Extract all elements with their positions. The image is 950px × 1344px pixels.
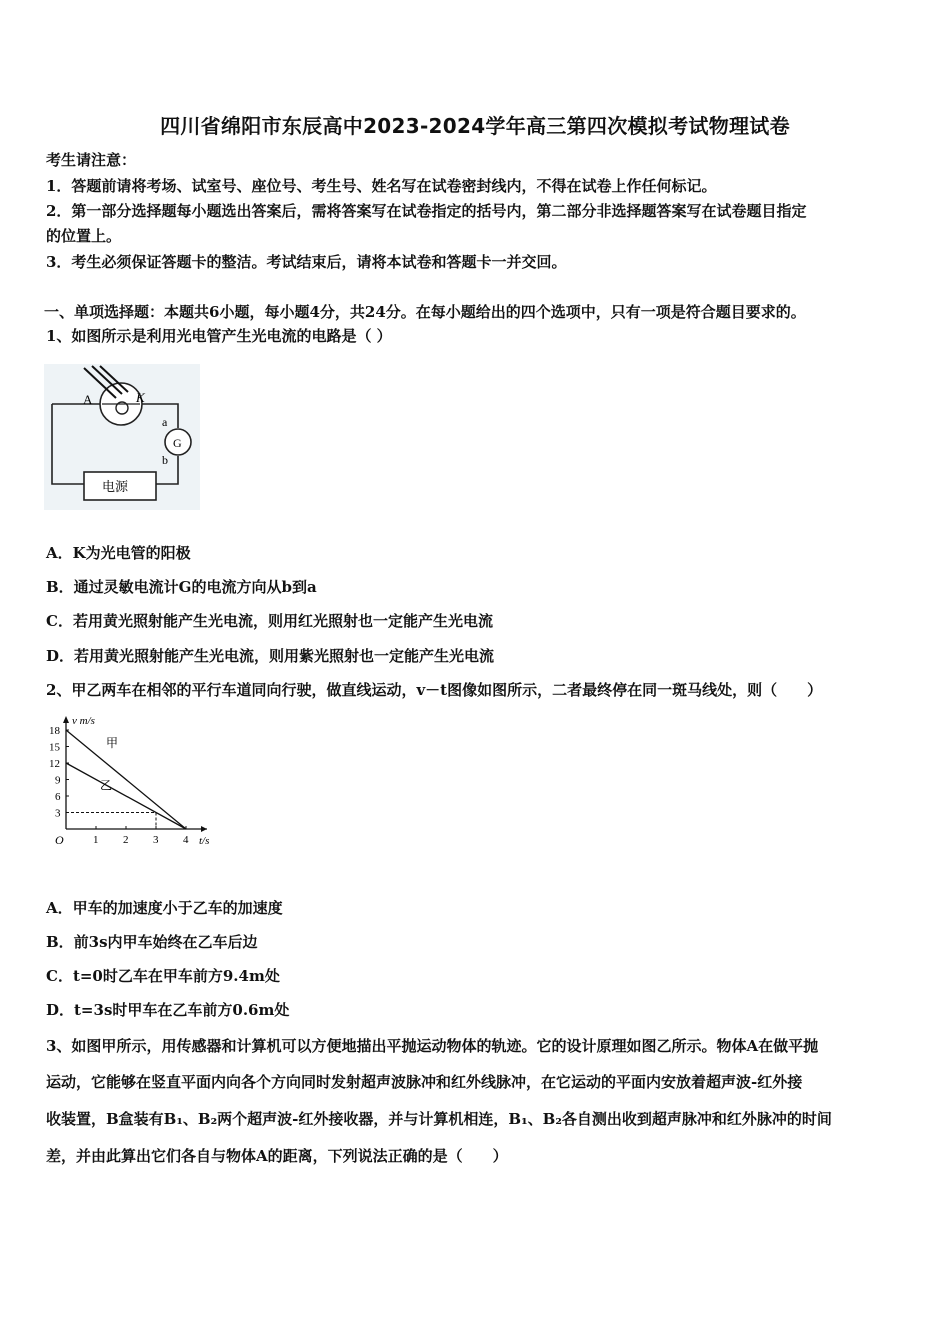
y-tick-label: 3 xyxy=(55,807,61,820)
y-tick-label: 18 xyxy=(49,725,60,737)
q3-line-3: 收装置，B盒装有B₁、B₂两个超声波-红外接收器，并与计算机相连，B₁、B₂各自测出收到超声脉冲和红外脉冲的时间 xyxy=(46,1110,832,1128)
x-tick-label: 2 xyxy=(123,834,129,846)
q3-line-4: 差，并由此算出它们各自与物体A的距离，下列说法正确的是（ ） xyxy=(46,1147,508,1165)
label-b: b xyxy=(162,453,168,467)
label-G: G xyxy=(173,436,182,450)
series-label: 乙 xyxy=(100,778,113,793)
series-label: 甲 xyxy=(106,735,119,750)
notice-heading: 考生请注意： xyxy=(46,151,137,169)
notice-item-2: 2．第一部分选择题每小题选出答案后，需将答案写在试卷指定的括号内，第二部分非选择题答案写在试卷题目指定 xyxy=(46,202,807,220)
x-tick-label: 1 xyxy=(93,834,99,846)
chart-ticks xyxy=(49,725,189,846)
label-K: K xyxy=(136,390,145,405)
q2-option-c: C．t=0时乙车在甲车前方9.4m处 xyxy=(46,967,280,985)
notice-item-2-cont: 的位置上。 xyxy=(46,227,122,245)
chart-series xyxy=(66,730,186,829)
vt-chart xyxy=(44,712,224,862)
x-tick-label: 3 xyxy=(153,834,159,846)
section-heading: 一、单项选择题：本题共6小题，每小题4分，共24分。在每小题给出的四个选项中，只有一项是符合题目要求的。 xyxy=(44,303,806,321)
y-tick-label: 15 xyxy=(49,741,60,754)
notice-item-3: 3．考生必须保证答题卡的整洁。考试结束后，请将本试卷和答题卡一并交回。 xyxy=(46,253,567,271)
q1-option-a: A．K为光电管的阳极 xyxy=(46,544,191,562)
q2-option-b: B．前3s内甲车始终在乙车后边 xyxy=(46,933,258,951)
y-axis-arrow xyxy=(63,716,69,723)
series-line-jia xyxy=(66,730,186,829)
x-axis-label: t/s xyxy=(199,835,210,847)
q3-line-2: 运动，它能够在竖直平面内向各个方向同时发射超声波脉冲和红外线脉冲，在它运动的平面内安放着超声波-红外接 xyxy=(46,1073,803,1091)
q2-option-a: A．甲车的加速度小于乙车的加速度 xyxy=(46,899,283,917)
label-power: 电源 xyxy=(102,480,129,495)
y-axis-label: v m/s xyxy=(72,715,95,727)
q1-option-d: D．若用黄光照射能产生光电流，则用紫光照射也一定能产生光电流 xyxy=(46,647,495,665)
notice-item-1: 1．答题前请将考场、试室号、座位号、考生号、姓名写在试卷密封线内，不得在试卷上作任何标记。 xyxy=(46,177,717,195)
chart-axes xyxy=(63,716,207,832)
q2-option-d: D．t=3s时甲车在乙车前方0.6m处 xyxy=(46,1001,290,1019)
y-tick-label: 12 xyxy=(49,758,60,770)
x-axis-arrow xyxy=(201,826,207,832)
q1-option-c: C．若用黄光照射能产生光电流，则用红光照射也一定能产生光电流 xyxy=(46,612,493,630)
y-tick-label: 9 xyxy=(55,774,61,787)
q3-line-1: 3、如图甲所示，用传感器和计算机可以方便地描出平抛运动物体的轨迹。它的设计原理如图乙所示。物体A在做平抛 xyxy=(46,1037,819,1055)
x-tick-label: 4 xyxy=(183,834,189,846)
origin-label: O xyxy=(55,833,64,847)
q1-option-b: B．通过灵敏电流计G的电流方向从b到a xyxy=(46,578,317,596)
series-line-yi xyxy=(66,763,186,829)
q2-stem: 2、甲乙两车在相邻的平行车道同向行驶，做直线运动，v－t图像如图所示，二者最终停在同一斑马线处，则（ ） xyxy=(46,681,823,699)
label-A: A xyxy=(83,392,93,407)
page-title: 四川省绵阳市东辰高中2023-2024学年高三第四次模拟考试物理试卷 xyxy=(160,114,790,138)
q1-stem: 1、如图所示是利用光电管产生光电流的电路是（ ） xyxy=(46,327,392,345)
label-a: a xyxy=(162,415,168,429)
photocell-circuit-figure xyxy=(44,364,200,510)
y-tick-label: 6 xyxy=(55,791,61,803)
